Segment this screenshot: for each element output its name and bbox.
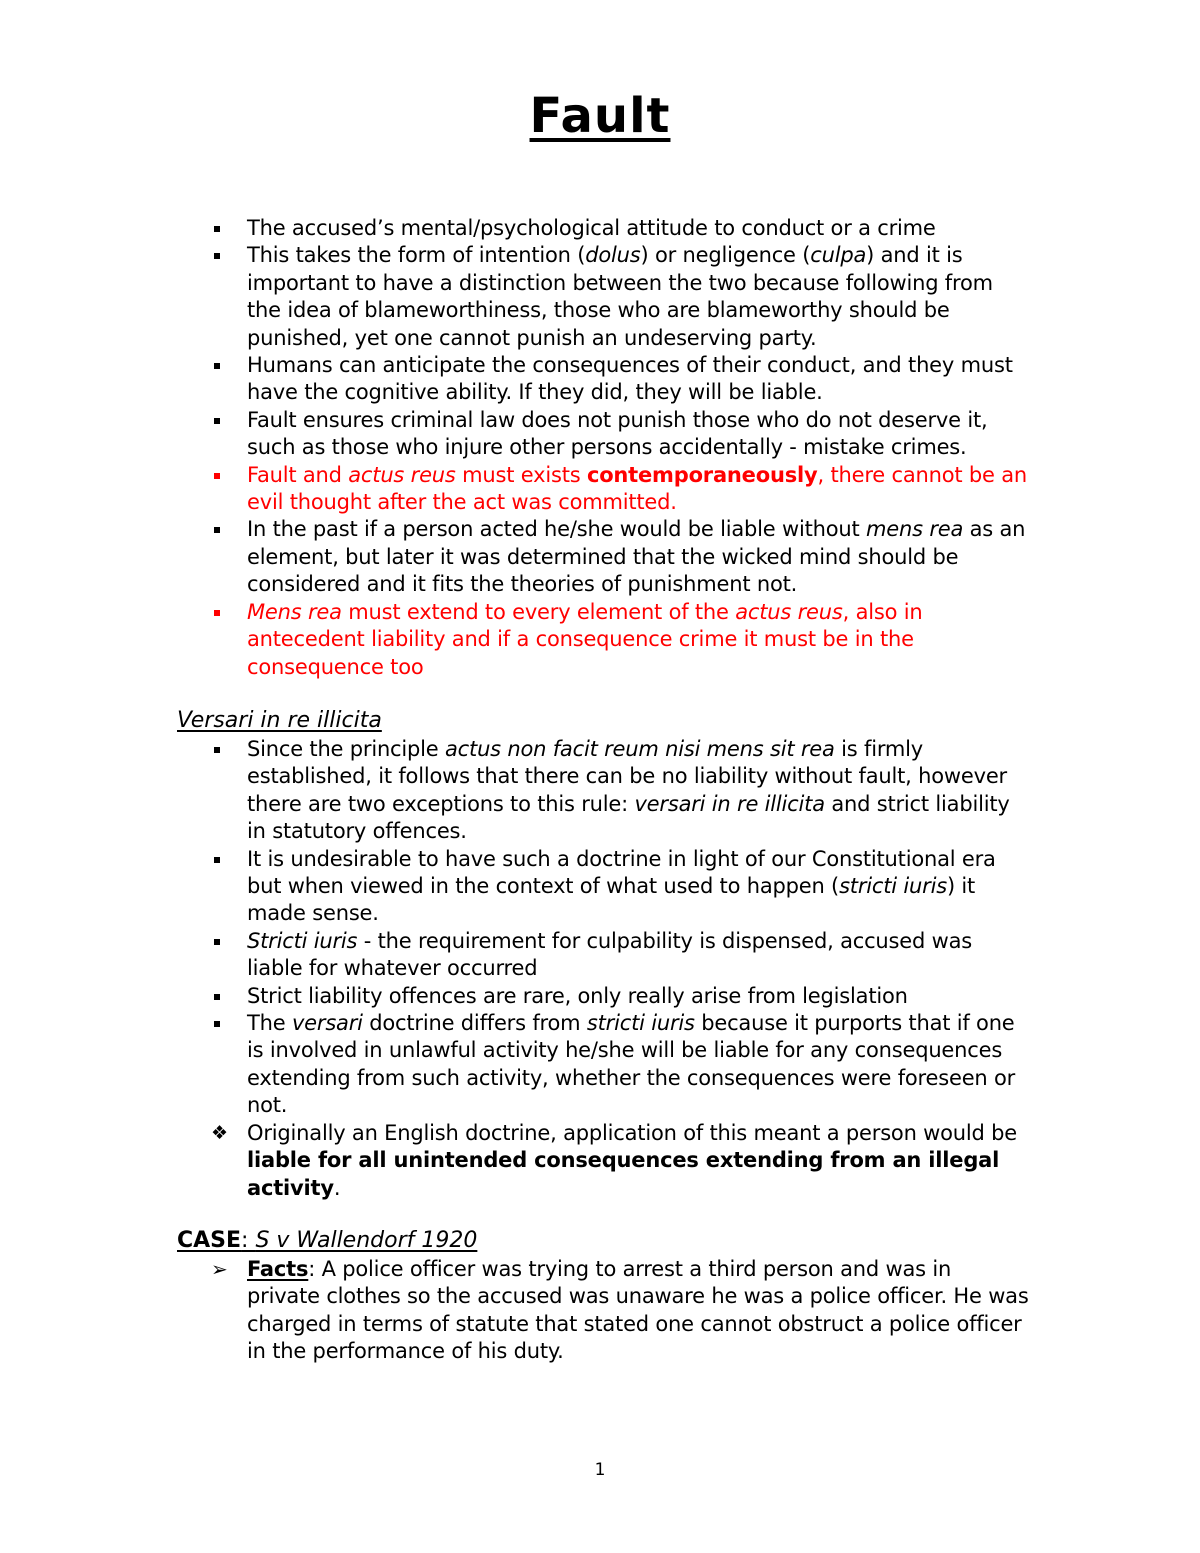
bullet-item: [0, 516, 1200, 598]
arrow-bullet-icon: ➢: [211, 1257, 228, 1281]
bullet-text-segment: must exists: [455, 462, 587, 487]
bullet-text-segment: - the requirement for culpability is dispensed, accused was liable for whatever occurred: [247, 928, 972, 981]
bullet-text-segment: because it purports that if one is involved in unlawful activity he/she will be liable for any consequences extending from such activity, whether the consequences were foreseen or not.: [247, 1011, 1016, 1118]
bullet-item: [0, 846, 1200, 928]
square-bullet-icon: [214, 418, 220, 424]
case-separator: :: [241, 1228, 256, 1253]
case-bullet-list: [0, 1256, 1200, 1366]
versari-section: [0, 736, 1200, 1202]
bullet-text-segment: The accused’s mental/psychological attitude to conduct or a crime: [247, 216, 936, 240]
bullet-text-segment: Originally an English doctrine, application of this meant a person would be: [247, 1120, 1017, 1145]
bullet-text-segment: Strict liability offences are rare, only really arise from legislation: [247, 983, 908, 1008]
bullet-item: [0, 983, 1200, 1010]
versari-heading-text: Versari in re illicita: [177, 708, 382, 733]
bullet-text-segment: : A police officer was trying to arrest a third person and was in private clothes so the accused was unaware he was a police officer. He was charged in terms of statute that stated one cannot obstruct a police officer in the performance of his duty.: [247, 1257, 1029, 1364]
bullet-text-segment: actus non facit reum nisi mens sit rea: [445, 737, 835, 761]
square-bullet-icon: [214, 610, 220, 616]
bullet-text-segment: and strict liability in statutory offences.: [247, 791, 1010, 844]
fault-bullet-list: [0, 215, 1200, 681]
bullet-item: [0, 1010, 1200, 1120]
bullet-text-segment: Fault and: [247, 462, 349, 487]
bullet-text-segment: In the past if a person acted he/she would be liable without: [247, 517, 867, 542]
bullet-text-segment: Humans can anticipate the consequences of their conduct, and they must have the cognitive ability. If they did, they will be liable.: [247, 353, 1013, 405]
bullet-text-segment: as an element, but later it was determined that the wicked mind should be considered and it fits the theories of punishment not.: [247, 517, 1026, 597]
bullet-text-segment: Fault ensures criminal law does not punish those who do not deserve it, such as those who injure other persons accidentally - mistake crimes.: [247, 407, 988, 460]
square-bullet-icon: [214, 994, 220, 1000]
bullet-text-segment: versari: [291, 1011, 363, 1036]
page-title: Fault: [529, 88, 671, 144]
square-bullet-icon: [214, 253, 220, 259]
bullet-text-segment: Stricti iuris: [247, 928, 358, 953]
diamond-bullet-icon: ❖: [211, 1121, 228, 1144]
bullet-text-segment: stricti iuris: [586, 1011, 695, 1036]
bullet-text-segment: actus reus: [735, 599, 843, 624]
bullet-item: [0, 215, 1200, 242]
case-section: [0, 1256, 1200, 1366]
versari-heading: [177, 708, 382, 733]
bullet-text-segment: ) or negligence (: [640, 243, 811, 268]
bullet-text-segment: Mens rea: [247, 599, 342, 624]
square-bullet-icon: [214, 939, 220, 945]
bullet-item: [0, 599, 1200, 681]
bullet-item: [0, 736, 1200, 846]
square-bullet-icon: [214, 527, 220, 533]
bullet-item: [0, 462, 1200, 517]
bullet-text-segment: The: [247, 1011, 292, 1036]
bullet-text-segment: must extend to every element of the: [341, 599, 736, 624]
page-number: 1: [594, 1460, 606, 1480]
fault-section: [0, 215, 1200, 681]
bullet-text-segment: ) and it is important to have a distinction between the two because following from the idea of blameworthiness, those who are blameworthy should be punished, yet one cannot punish an undeserving party.: [247, 243, 993, 350]
bullet-text-segment: culpa: [810, 243, 867, 268]
bullet-text-segment: ) it made sense.: [247, 874, 976, 926]
bullet-text-segment: contemporaneously: [586, 462, 818, 487]
bullet-text-segment: is firmly established, it follows that there can be no liability without fault, however there are two exceptions to this rule:: [247, 737, 1007, 816]
bullet-text-segment: It is undesirable to have such a doctrine in light of our Constitutional era but when viewed in the context of what used to happen (: [247, 846, 996, 899]
case-heading: [177, 1228, 477, 1253]
bullet-text-segment: This takes the form of intention (: [247, 243, 586, 268]
bullet-text-segment: , there cannot be an evil thought after the act was committed.: [247, 462, 1027, 515]
bullet-text-segment: versari in re illicita: [634, 791, 825, 816]
bullet-item: [0, 242, 1200, 352]
square-bullet-icon: [214, 473, 220, 479]
square-bullet-icon: [214, 857, 220, 863]
square-bullet-icon: [214, 226, 220, 232]
case-label: CASE: [177, 1228, 242, 1253]
square-bullet-icon: [214, 1021, 220, 1027]
bullet-text-segment: dolus: [585, 243, 641, 268]
bullet-text-segment: doctrine differs from: [362, 1011, 587, 1036]
bullet-text-segment: Since the principle: [247, 737, 446, 761]
bullet-item: [0, 1120, 1200, 1202]
bullet-text-segment: mens rea: [866, 517, 964, 542]
square-bullet-icon: [214, 747, 220, 753]
bullet-text-segment: .: [333, 1175, 341, 1200]
bullet-text-segment: , also in antecedent liability and if a consequence crime it must be in the consequence too: [247, 599, 923, 679]
versari-bullet-list: [0, 736, 1200, 1202]
bullet-item: [0, 407, 1200, 462]
bullet-text-segment: Facts: [247, 1257, 309, 1281]
square-bullet-icon: [214, 363, 220, 369]
bullet-item: [0, 928, 1200, 983]
bullet-item: [0, 352, 1200, 407]
bullet-text-segment: stricti iuris: [839, 874, 947, 899]
case-name: S v Wallendorf 1920: [255, 1228, 478, 1253]
bullet-item: [0, 1256, 1200, 1366]
bullet-text-segment: liable for all unintended consequences extending from an illegal activity: [247, 1148, 1000, 1200]
bullet-text-segment: actus reus: [348, 462, 456, 487]
